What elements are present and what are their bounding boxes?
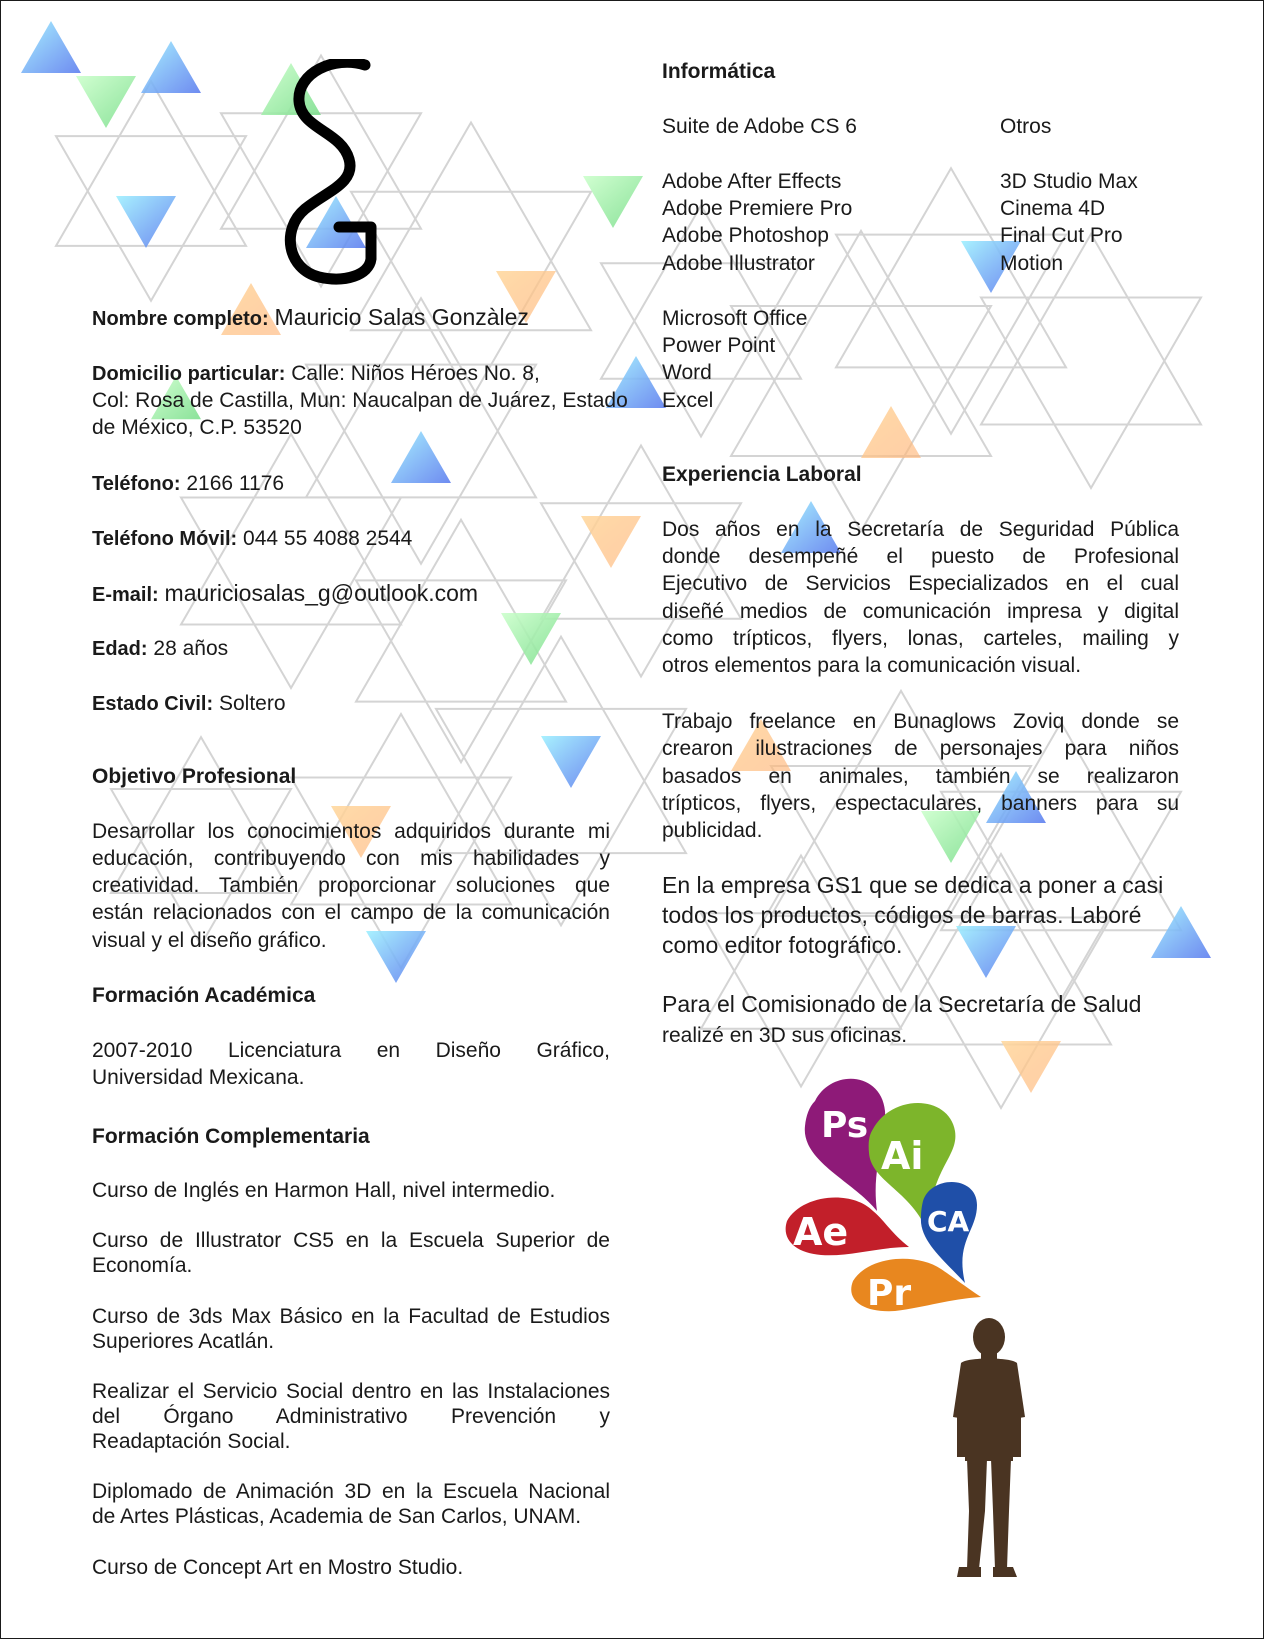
education-heading: Formación Académica xyxy=(92,984,316,1007)
age-label: Edad: xyxy=(92,638,148,660)
complementary-item: Curso de Inglés en Harmon Hall, nivel intermedio. xyxy=(92,1179,556,1202)
objective-line: creatividad. También proporcionar soluciones que xyxy=(92,874,610,897)
complementary-item: Economía. xyxy=(92,1254,193,1277)
software-item: Excel xyxy=(662,389,714,412)
pattern-colored-triangle xyxy=(21,21,81,73)
address-line-3: de México, C.P. 53520 xyxy=(92,416,302,439)
experience-heading: Experiencia Laboral xyxy=(662,463,862,486)
software-item: 3D Studio Max xyxy=(1000,170,1138,193)
email-label: E-mail: xyxy=(92,584,159,606)
experience-line: Dos años en la Secretaría de Seguridad Pública xyxy=(662,518,1179,541)
aftereffects-drop-icon xyxy=(786,1198,909,1256)
experience-line: trípticos, flyers, espectaculares, banners para su xyxy=(662,792,1179,815)
full-name: Mauricio Salas Gonzàlez xyxy=(274,304,529,330)
pattern-colored-triangle xyxy=(116,196,176,248)
mobile-label: Teléfono Móvil: xyxy=(92,528,238,550)
pr-logo-text: Pr xyxy=(867,1273,912,1314)
experience-line: todos los productos, códigos de barras. Laboré xyxy=(662,902,1142,928)
experience-line: realizé en 3D sus oficinas. xyxy=(662,1024,908,1047)
person-silhouette-icon xyxy=(953,1318,1025,1577)
email-value: mauriciosalas_g@outlook.com xyxy=(164,580,479,606)
experience-line: diseñé medios de comunicación impresa y digital xyxy=(662,600,1179,623)
pattern-colored-triangle xyxy=(501,613,561,665)
software-item: Power Point xyxy=(662,334,776,357)
pattern-colored-triangle xyxy=(581,516,641,568)
software-item: Adobe Premiere Pro xyxy=(662,197,853,220)
complementary-item: Diplomado de Animación 3D en la Escuela Nacional xyxy=(92,1480,610,1503)
software-item: Motion xyxy=(1000,252,1064,275)
ae-logo-text: Ae xyxy=(793,1210,849,1254)
software-speech-drops-icon xyxy=(781,1071,1081,1591)
objective-line: Desarrollar los conocimientos adquiridos durante mi xyxy=(92,820,610,843)
ai-logo-text: Ai xyxy=(881,1134,924,1178)
pattern-colored-triangle xyxy=(141,41,201,93)
software-item: Adobe Illustrator xyxy=(662,252,815,275)
address-line-1: Calle: Niños Héroes No. 8, xyxy=(291,362,540,385)
adobe-suite-title: Suite de Adobe CS 6 xyxy=(662,115,857,138)
pattern-colored-triangle xyxy=(391,431,451,483)
pattern-colored-triangle xyxy=(861,406,921,458)
ca-logo-text: CA xyxy=(927,1205,970,1238)
pattern-colored-triangle xyxy=(921,811,981,863)
ps-logo-text: Ps xyxy=(821,1105,869,1146)
civil-label: Estado Civil: xyxy=(92,693,214,715)
education-line: 2007-2010 Licenciatura en Diseño Gráfico, xyxy=(92,1039,610,1062)
name-label: Nombre completo: xyxy=(92,308,269,330)
complementary-item: Readaptación Social. xyxy=(92,1430,291,1453)
pattern-colored-triangle xyxy=(1151,906,1211,958)
age-row xyxy=(92,635,228,663)
experience-line: crearon ilustraciones de personajes para niños xyxy=(662,737,1179,760)
experience-line: donde desempeñé el puesto de Profesional xyxy=(662,545,1179,568)
age-value: 28 años xyxy=(153,637,229,660)
complementary-item: Curso de 3ds Max Básico en la Facultad de Estudios xyxy=(92,1305,610,1328)
monogram-logo-icon xyxy=(279,59,389,289)
pattern-colored-triangle xyxy=(366,931,426,983)
experience-line: como trípticos, flyers, lonas, carteles, mailing y xyxy=(662,627,1179,650)
pattern-colored-triangle xyxy=(956,926,1016,978)
address-row xyxy=(92,360,540,388)
objective-heading: Objetivo Profesional xyxy=(92,765,297,788)
complementary-item: Superiores Acatlán. xyxy=(92,1330,275,1353)
civil-value: Soltero xyxy=(218,692,286,715)
complementary-heading: Formación Complementaria xyxy=(92,1125,370,1148)
email-row xyxy=(92,580,478,609)
complementary-item: Realizar el Servicio Social dentro en las Instalaciones xyxy=(92,1380,610,1403)
name-row xyxy=(92,304,529,333)
experience-line: como editor fotográfico. xyxy=(662,932,903,958)
experience-line: Ejecutivo de Servicios Especializados en el cual xyxy=(662,572,1179,595)
complementary-item: Curso de Concept Art en Mostro Studio. xyxy=(92,1556,464,1579)
address-label: Domicilio particular: xyxy=(92,363,286,385)
civil-row xyxy=(92,690,286,718)
informatica-heading: Informática xyxy=(662,60,776,83)
objective-line: están relacionados con el campo de la comunicación xyxy=(92,901,610,924)
education-line: Universidad Mexicana. xyxy=(92,1066,305,1089)
pattern-colored-triangle xyxy=(76,76,136,128)
address-line-2: Col: Rosa de Castilla, Mun: Naucalpan de Juárez, Estado xyxy=(92,389,628,412)
software-item: Cinema 4D xyxy=(1000,197,1106,220)
pattern-colored-triangle xyxy=(541,736,601,788)
software-item: Final Cut Pro xyxy=(1000,224,1123,247)
software-item: Adobe After Effects xyxy=(662,170,842,193)
objective-line: educación, contribuyendo con mis habilidades y xyxy=(92,847,610,870)
experience-line: basados en animales, también se realizaron xyxy=(662,765,1179,788)
experience-line: Trabajo freelance en Bunaglows Zoviq donde se xyxy=(662,710,1179,733)
experience-line: otros elementos para la comunicación visual. xyxy=(662,654,1082,677)
experience-line: En la empresa GS1 que se dedica a poner a casi xyxy=(662,872,1164,898)
software-item: Microsoft Office xyxy=(662,307,808,330)
phone-value: 2166 1176 xyxy=(186,472,285,495)
mobile-row xyxy=(92,525,412,553)
phone-label: Teléfono: xyxy=(92,473,181,495)
pattern-colored-triangle xyxy=(583,176,643,228)
software-item: Word xyxy=(662,361,712,384)
phone-row xyxy=(92,470,284,498)
mobile-value: 044 55 4088 2544 xyxy=(243,527,413,550)
complementary-item: del Órgano Administrativo Prevención y xyxy=(92,1405,610,1428)
objective-line: visual y el diseño gráfico. xyxy=(92,929,327,952)
complementary-item: de Artes Plásticas, Academia de San Carlos, UNAM. xyxy=(92,1505,582,1528)
experience-line: Para el Comisionado de la Secretaría de Salud xyxy=(662,991,1142,1017)
complementary-item: Curso de Illustrator CS5 en la Escuela Superior de xyxy=(92,1229,610,1252)
experience-line: publicidad. xyxy=(662,819,763,842)
software-item: Adobe Photoshop xyxy=(662,224,829,247)
others-title: Otros xyxy=(1000,115,1052,138)
